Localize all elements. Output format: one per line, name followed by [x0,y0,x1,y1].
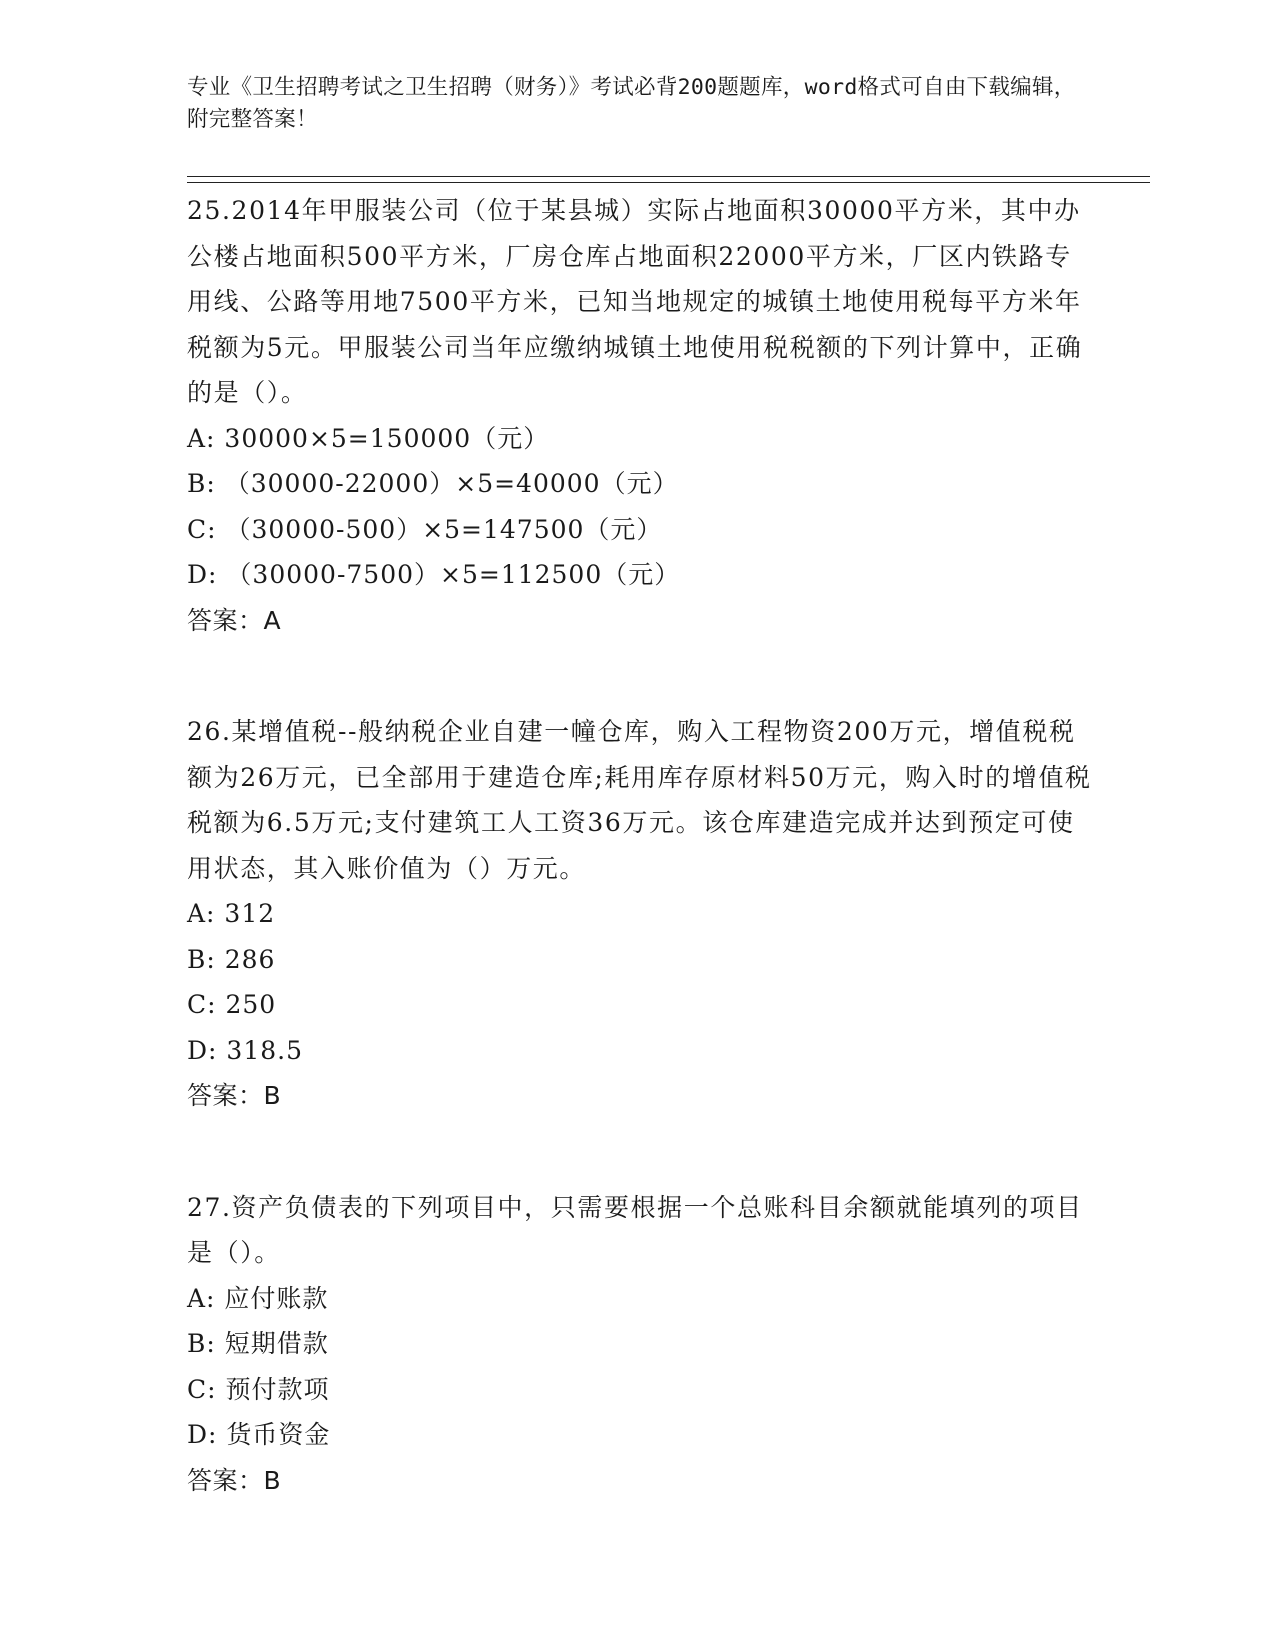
option-b: B: 短期借款 [187,1329,329,1358]
option-d: D: 货币资金 [187,1420,331,1449]
answer: 答案：B [187,1081,282,1110]
question-stem: 27.资产负债表的下列项目中，只需要根据一个总账科目余额就能填列的项目是（）。 [187,1192,1083,1267]
answer: 答案：B [187,1465,282,1495]
question-list [187,188,1092,1569]
option-c: C: （30000-500）×5=147500（元） [187,514,663,544]
option-a: A: 312 [187,899,276,928]
question-25 [187,188,1092,643]
question-26 [187,709,1092,1119]
question-stem: 25.2014年甲服装公司（位于某县城）实际占地面积30000平方米，其中办公楼占地面积500平方米，厂房仓库占地面积22000平方米，厂区内铁路专用线、公路等用地7500平方米，已知当地规定的城镇土地使用税每平方米年税额为5元。甲服装公司当年应缴纳城镇土地使用税税额的下列计算中，正确的是（）。 [187,196,1083,407]
question-stem: 26.某增值税--般纳税企业自建一幢仓库，购入工程物资200万元，增值税税额为26万元，已全部用于建造仓库;耗用库存原材料50万元，购入时的增值税税额为6.5万元;支付建筑工人工资36万元。该仓库建造完成并达到预定可使用状态，其入账价值为（）万元。 [187,717,1092,883]
option-d: D: （30000-7500）×5=112500（元） [187,560,681,589]
document-header: 专业《卫生招聘考试之卫生招聘（财务）》考试必背200题题库，word格式可自由下载编辑，附完整答案！ [187,75,1076,132]
option-c: C: 预付款项 [187,1374,330,1404]
option-a: A: 30000×5=150000（元） [187,423,550,453]
question-27 [187,1185,1092,1504]
option-a: A: 应付账款 [187,1283,329,1313]
option-d: D: 318.5 [187,1035,303,1065]
header-divider-bottom [187,182,1150,183]
option-b: B: （30000-22000）×5=40000（元） [187,469,679,498]
answer: 答案：A [187,605,282,635]
option-c: C: 250 [187,990,277,1019]
option-b: B: 286 [187,944,276,974]
header-divider-top [187,176,1150,177]
